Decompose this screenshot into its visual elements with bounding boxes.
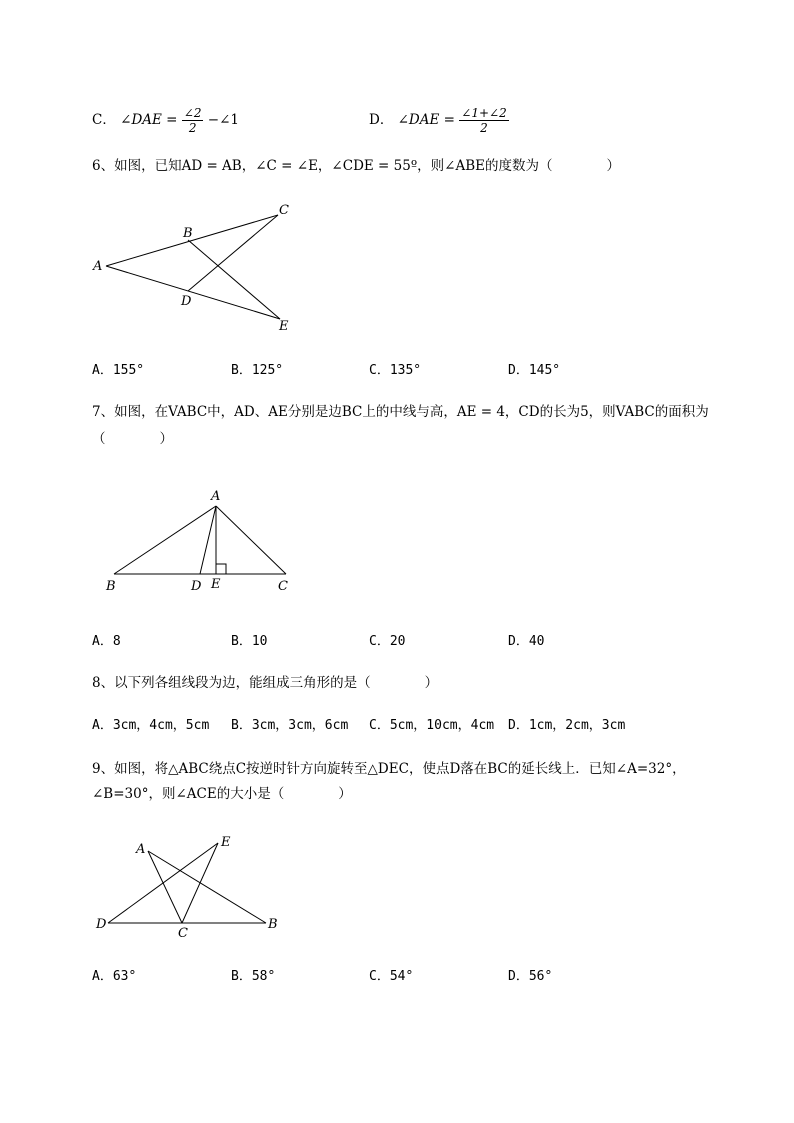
q5-option-c-numerator: ∠2 [183, 106, 202, 120]
q6-line-AE [106, 266, 280, 319]
q7-label-e: E [211, 577, 221, 592]
q8-option-b[interactable]: B．3cm，3cm，6cm [231, 718, 349, 733]
q9-label-a: A [136, 842, 146, 857]
q9-figure-lines [108, 843, 266, 923]
q9-figure [92, 830, 292, 945]
q9-stem-line2: ∠B=30°，则∠ACE的大小是（ ） [92, 786, 352, 802]
q6-line-DC [188, 215, 278, 291]
q5-option-d-numerator: ∠1+∠2 [461, 106, 507, 120]
q7-line-AB [114, 506, 216, 574]
q7-right-angle-mark [216, 564, 226, 574]
q7-label-b: B [106, 579, 116, 594]
q9-option-c[interactable]: C．54° [369, 969, 414, 984]
q5-option-c-lhs: ∠DAE = [120, 112, 178, 128]
q6-option-c[interactable]: C．135° [369, 363, 422, 378]
q6-label-c: C [279, 203, 289, 218]
q7-option-b[interactable]: B．10 [231, 634, 268, 649]
q7-label-d: D [191, 579, 202, 594]
q6-label-e: E [279, 319, 289, 334]
q7-option-a[interactable]: A．8 [92, 634, 121, 649]
q9-line-AB [148, 851, 266, 923]
q9-option-a[interactable]: A．63° [92, 969, 137, 984]
q5-option-d-label: D． [369, 112, 394, 128]
q7-figure-lines [114, 506, 286, 574]
q6-figure [90, 200, 310, 335]
q8-option-a[interactable]: A．3cm，4cm，5cm [92, 718, 210, 733]
q9-stem-line1: 9、如图，将△ABC绕点C按逆时针方向旋转至△DEC，使点D落在BC的延长线上．已知∠A=32°， [92, 761, 686, 777]
q7-stem-line2: （ ） [92, 431, 173, 447]
q6-label-b: B [183, 226, 193, 241]
q8-option-d[interactable]: D．1cm，2cm，3cm [508, 718, 626, 733]
q5-option-d-fraction [459, 106, 508, 135]
q5-option-d-lhs: ∠DAE = [397, 112, 455, 128]
q7-option-d[interactable]: D．40 [508, 634, 545, 649]
q5-option-c-label: C． [92, 112, 116, 128]
q6-figure-lines [106, 215, 280, 319]
q9-option-d[interactable]: D．56° [508, 969, 553, 984]
q5-option-d[interactable] [369, 106, 509, 135]
q7-stem-line1: 7、如图，在VABC中，AD、AE分别是边BC上的中线与高，AE = 4，CD的长为5，则VABC的面积为 [92, 404, 709, 420]
q5-option-c-denominator: 2 [188, 121, 197, 135]
q9-label-c: C [178, 926, 188, 941]
q5-option-c-tail: −∠1 [207, 112, 239, 128]
q7-option-c[interactable]: C．20 [369, 634, 406, 649]
q9-line-ED [108, 843, 218, 923]
q7-label-a: A [211, 489, 221, 504]
q7-line-AD [200, 506, 216, 574]
q5-option-c-fraction [182, 106, 204, 135]
q7-figure [100, 485, 300, 595]
q5-option-c[interactable] [92, 106, 239, 135]
q5-option-d-denominator: 2 [480, 121, 488, 135]
q6-option-d[interactable]: D．145° [508, 363, 561, 378]
q9-option-b[interactable]: B．58° [231, 969, 276, 984]
q6-label-a: A [93, 259, 103, 274]
q7-label-c: C [278, 579, 288, 594]
q6-option-b[interactable]: B．125° [231, 363, 284, 378]
q9-line-EC [182, 843, 218, 923]
q9-label-e: E [221, 835, 231, 850]
q9-label-d: D [96, 917, 107, 932]
q6-stem: 6、如图，已知AD = AB，∠C = ∠E，∠CDE = 55º，则∠ABE的度数为（ ） [92, 158, 621, 174]
q8-option-c[interactable]: C．5cm，10cm，4cm [369, 718, 495, 733]
q9-label-b: B [268, 917, 278, 932]
q6-label-d: D [181, 294, 192, 309]
q6-option-a[interactable]: A．155° [92, 363, 145, 378]
q8-stem: 8、以下列各组线段为边，能组成三角形的是（ ） [92, 675, 439, 691]
